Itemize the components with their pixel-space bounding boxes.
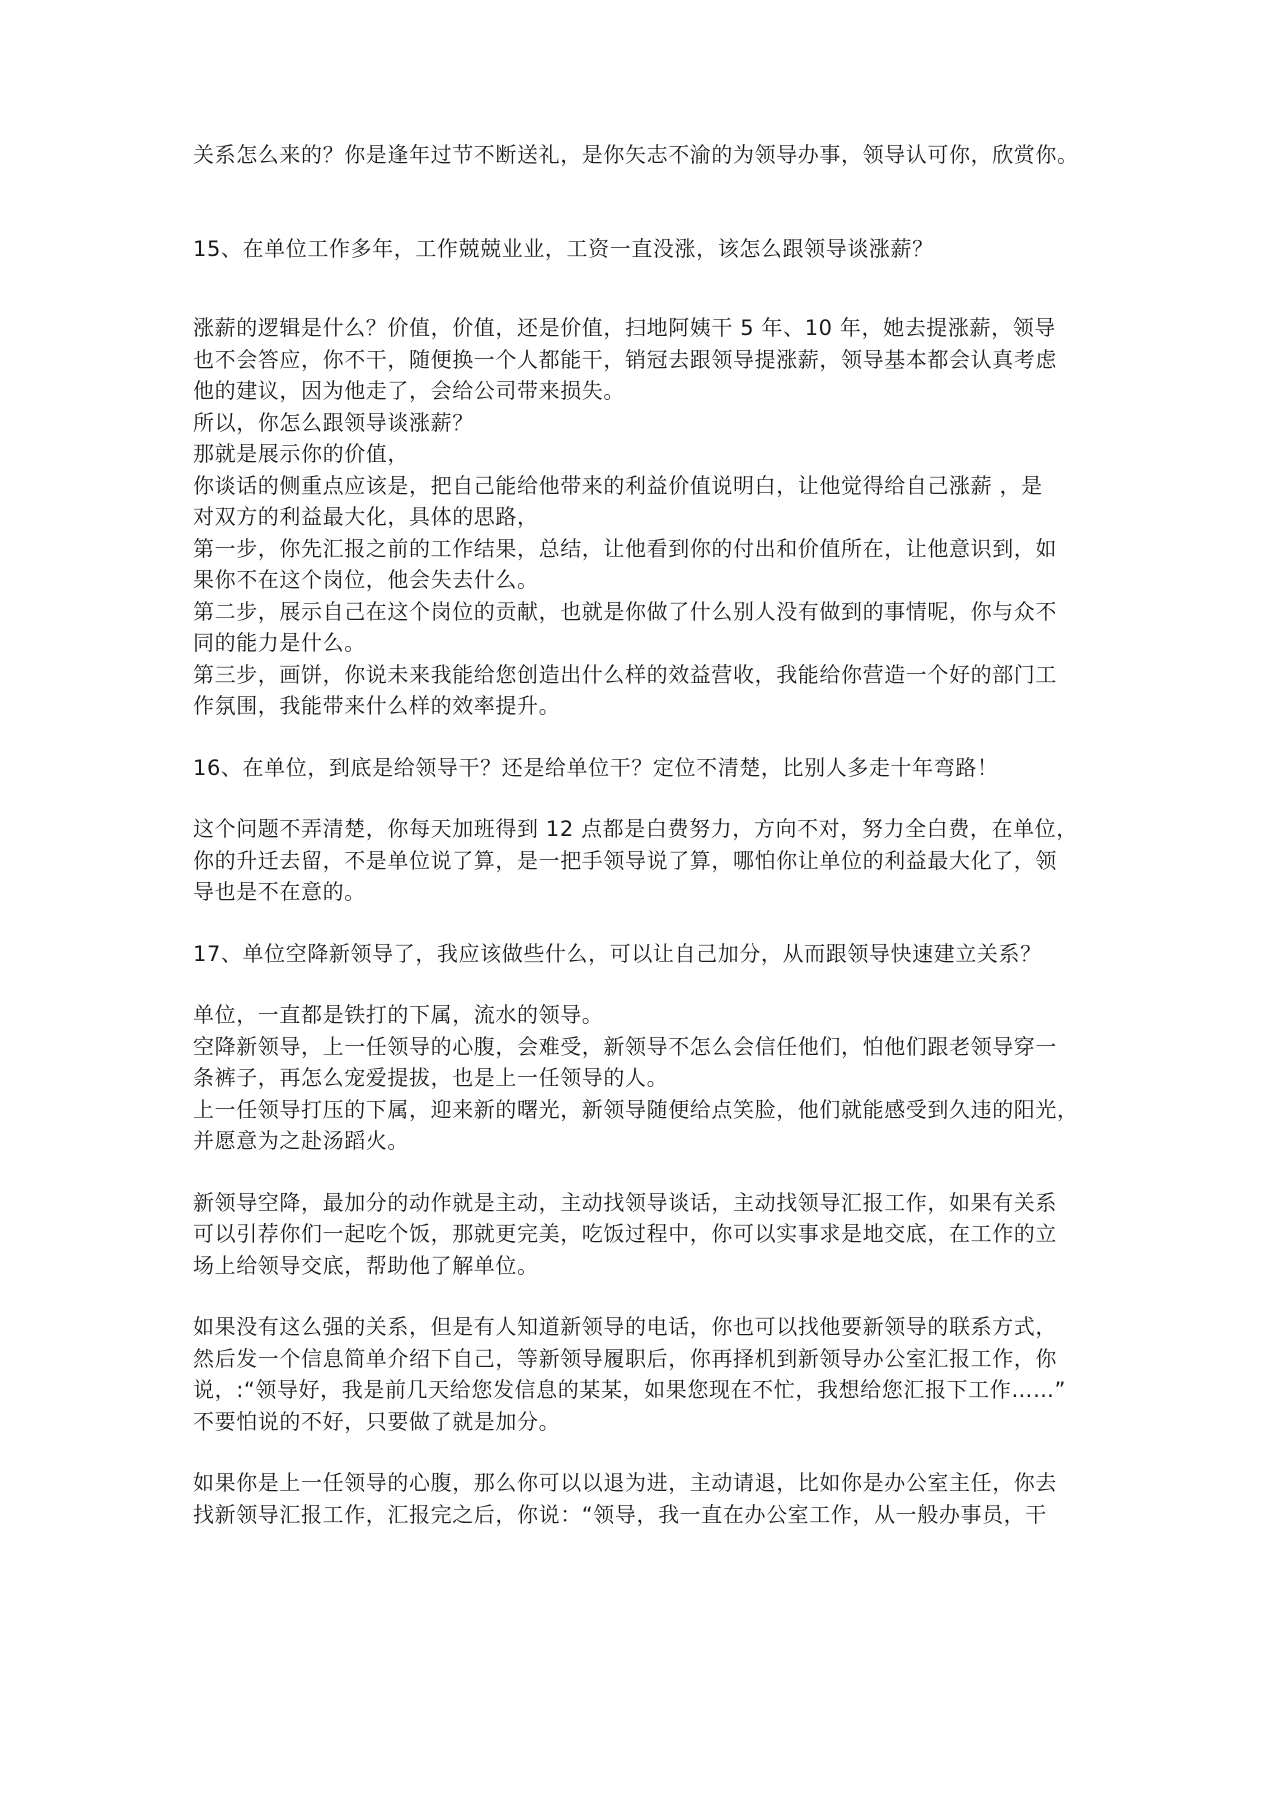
paragraph-line: 条裤子，再怎么宠爱提拔，也是上一任领导的人。 <box>193 1066 669 1090</box>
paragraph-line: 单位，一直都是铁打的下属，流水的领导。 <box>193 1003 604 1027</box>
paragraph-line: 如果没有这么强的关系，但是有人知道新领导的电话，你也可以找他要新领导的联系方式， <box>193 1315 1057 1339</box>
section-heading-16: 16、在单位，到底是给领导干？还是给单位干？定位不清楚，比别人多走十年弯路！ <box>193 755 999 780</box>
paragraph-line: 果你不在这个岗位，他会失去什么。 <box>193 568 539 592</box>
paragraph-line: 并愿意为之赴汤蹈火。 <box>193 1129 409 1153</box>
paragraph-line: 你的升迁去留，不是单位说了算，是一把手领导说了算，哪怕你让单位的利益最大化了，领 <box>193 848 1057 873</box>
paragraph-line: 空降新领导，上一任领导的心腹，会难受，新领导不怎么会信任他们，怕他们跟老领导穿一 <box>193 1034 1057 1059</box>
paragraph-line: 他的建议，因为他走了，会给公司带来损失。 <box>193 379 625 403</box>
section-heading-17: 17、单位空降新领导了，我应该做些什么，可以让自己加分，从而跟领导快速建立关系？ <box>193 941 1042 966</box>
paragraph-line: 这个问题不弄清楚，你每天加班得到 12 点都是白费努力，方向不对，努力全白费，在单位， <box>193 817 1078 841</box>
paragraph-line: 如果你是上一任领导的心腹，那么你可以以退为进，主动请退，比如你是办公室主任，你去 <box>193 1471 1057 1495</box>
paragraph-line: 可以引荐你们一起吃个饭，那就更完美，吃饭过程中，你可以实事求是地交底，在工作的立 <box>193 1222 1057 1246</box>
paragraph-line: 新领导空降，最加分的动作就是主动，主动找领导谈话，主动找领导汇报工作，如果有关系 <box>193 1190 1057 1215</box>
paragraph-line: 第二步，展示自己在这个岗位的贡献，也就是你做了什么别人没有做到的事情呢，你与众不 <box>193 599 1057 624</box>
paragraph-line: 说，:“领导好，我是前几天给您发信息的某某，如果您现在不忙，我想给您汇报下工作……” <box>193 1378 1067 1402</box>
paragraph-line: 那就是展示你的价值， <box>193 442 409 466</box>
paragraph-line: 关系怎么来的？你是逢年过节不断送礼，是你矢志不渝的为领导办事，领导认可你，欣赏你。 <box>193 143 1079 167</box>
paragraph-line: 场上给领导交底，帮助他了解单位。 <box>193 1253 539 1278</box>
paragraph-line: 涨薪的逻辑是什么？价值，价值，还是价值，扫地阿姨干 5 年、10 年，她去提涨薪，领导 <box>193 316 1056 340</box>
paragraph-line: 上一任领导打压的下属，迎来新的曙光，新领导随便给点笑脸，他们就能感受到久违的阳光， <box>193 1097 1079 1122</box>
document-page <box>193 140 1088 1531</box>
paragraph-line: 找新领导汇报工作，汇报完之后，你说：“领导，我一直在办公室工作，从一般办事员，干 <box>193 1502 1047 1527</box>
paragraph-line: 作氛围，我能带来什么样的效率提升。 <box>193 694 561 718</box>
paragraph-line: 不要怕说的不好，只要做了就是加分。 <box>193 1409 561 1434</box>
paragraph-line: 对双方的利益最大化，具体的思路， <box>193 505 539 529</box>
paragraph-line: 导也是不在意的。 <box>193 880 366 904</box>
paragraph-line: 也不会答应，你不干，随便换一个人都能干，销冠去跟领导提涨薪，领导基本都会认真考虑 <box>193 347 1057 372</box>
paragraph-line: 所以，你怎么跟领导谈涨薪？ <box>193 410 474 435</box>
paragraph-line: 第三步，画饼，你说未来我能给您创造出什么样的效益营收，我能给你营造一个好的部门工 <box>193 662 1057 687</box>
paragraph-line: 然后发一个信息简单介绍下自己，等新领导履职后，你再择机到新领导办公室汇报工作，你 <box>193 1346 1057 1371</box>
paragraph-line: 你谈话的侧重点应该是，把自己能给他带来的利益价值说明白，让他觉得给自己涨薪 ，是 <box>193 473 1043 498</box>
paragraph-line: 同的能力是什么。 <box>193 631 366 655</box>
section-heading-15: 15、在单位工作多年，工作兢兢业业，工资一直没涨，该怎么跟领导谈涨薪？ <box>193 236 934 261</box>
paragraph-line: 第一步，你先汇报之前的工作结果，总结，让他看到你的付出和价值所在，让他意识到，如 <box>193 536 1057 561</box>
